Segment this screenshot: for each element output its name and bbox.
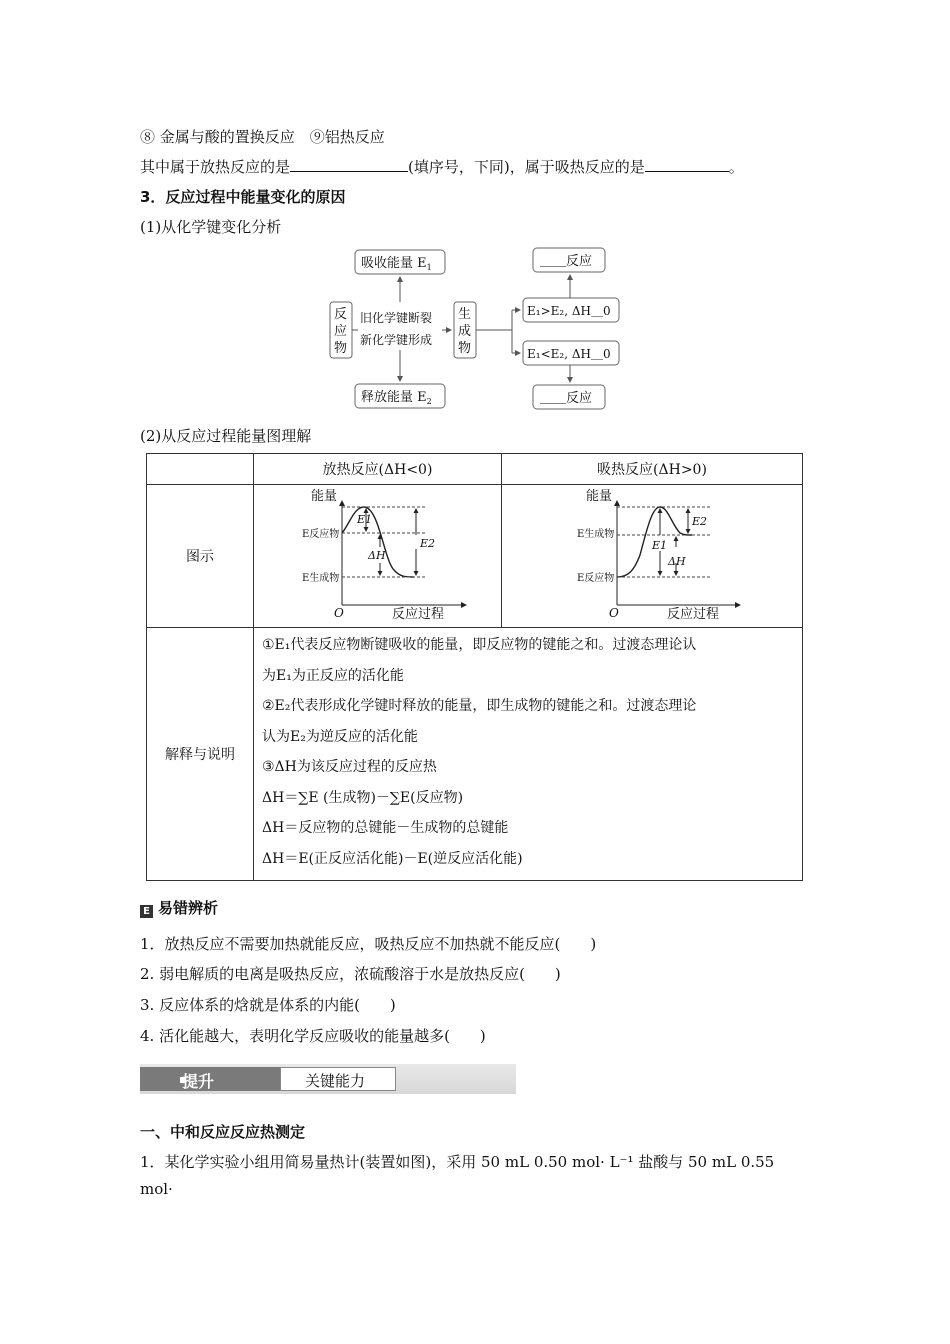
origin-label: O <box>334 606 344 620</box>
part-1-text-line-2: mol· <box>140 1180 173 1198</box>
e-reactant-label: E反应物 <box>577 573 615 584</box>
explanation-line: ①E₁代表反应物断键吸收的能量，即反应物的键能之和。过渡态理论认 <box>262 637 697 653</box>
e-product-label: E生成物 <box>577 529 615 540</box>
endothermic-graph-cell <box>502 485 803 628</box>
reactant-char-3: 物 <box>334 341 348 356</box>
section-banner <box>140 1064 516 1094</box>
explanation-line: ΔH＝∑E (生成物)－∑E(反应物) <box>262 789 464 806</box>
explanation-line: ②E₂代表形成化学键时释放的能量，即生成物的键能之和。过渡态理论 <box>262 698 697 714</box>
answer-blank-endothermic[interactable] <box>645 157 729 172</box>
row-label-explanation: 解释与说明 <box>147 628 254 881</box>
error-item-2: 2. 弱电解质的电离是吸热反应，浓硫酸溶于水是放热反应( ) <box>140 965 561 983</box>
error-analysis-title: 易错辨析 <box>158 899 219 917</box>
y-axis-label: 能量 <box>586 489 613 504</box>
explanation-line: 为E₁为正反应的活化能 <box>262 667 404 684</box>
explanation-line: ΔH＝E(正反应活化能)－E(逆反应活化能) <box>262 850 523 867</box>
question-text-c: 。 <box>728 158 744 176</box>
x-axis-label: 反应过程 <box>392 607 445 622</box>
result-text-2: ＿＿反应 <box>540 391 593 406</box>
error-item-3: 3. 反应体系的焓就是体系的内能( ) <box>140 996 396 1014</box>
banner-right-text: 关键能力 <box>305 1072 366 1090</box>
e2-label: E2 <box>420 537 436 550</box>
answer-blank-exothermic[interactable] <box>290 157 408 172</box>
e-reactant-label: E反应物 <box>302 529 340 540</box>
product-char-1: 生 <box>458 307 472 322</box>
option-line: ⑧ 金属与酸的置换反应 ⑨铝热反应 <box>140 128 385 146</box>
banner-light-block <box>280 1067 396 1091</box>
explanation-cell <box>254 628 803 881</box>
endothermic-energy-graph <box>502 485 802 623</box>
result-text-1: ＿＿反应 <box>540 254 593 269</box>
bond-energy-flow-diagram <box>320 244 640 414</box>
absorb-energy-label: 吸收能量 $E_1$ <box>361 256 432 272</box>
col-header-endothermic: 吸热反应(ΔH>0) <box>502 454 803 485</box>
banner-dark-block <box>140 1067 280 1091</box>
condition-exothermic-text: E₁>E₂, ΔH＿0 <box>527 304 611 318</box>
bond-breaking-text: 旧化学键断裂 <box>360 311 433 325</box>
e2-label: E2 <box>692 515 708 528</box>
row-label-diagram: 图示 <box>147 485 254 628</box>
e1-label: E1 <box>357 513 373 526</box>
section-e-icon: E <box>140 905 153 918</box>
reactant-char-1: 反 <box>334 307 348 322</box>
origin-label: O <box>609 606 619 620</box>
product-char-3: 物 <box>458 341 472 356</box>
part-1-title: 一、中和反应反应热测定 <box>140 1123 306 1141</box>
banner-left-text: 提升 <box>182 1072 215 1091</box>
table-corner-cell <box>147 454 254 485</box>
error-item-4: 4. 活化能越大，表明化学反应吸收的能量越多( ) <box>140 1027 486 1045</box>
error-item-1: 1．放热反应不需要加热就能反应，吸热反应不加热就不能反应( ) <box>140 935 597 953</box>
x-axis-label: 反应过程 <box>667 607 720 622</box>
question-text-a: 其中属于放热反应的是 <box>140 158 291 176</box>
delta-h-label: ΔH <box>368 549 386 562</box>
release-energy-label: 释放能量 $E_2$ <box>361 390 432 406</box>
explanation-line: ΔH＝反应物的总键能－生成物的总键能 <box>262 820 509 836</box>
e1-label: E1 <box>652 539 668 552</box>
exothermic-graph-cell <box>254 485 502 628</box>
product-char-2: 成 <box>458 324 472 339</box>
fill-in-question <box>140 156 744 177</box>
question-text-b: (填序号，下同)，属于吸热反应的是 <box>408 158 645 176</box>
subsection-2-title: (2)从反应过程能量图理解 <box>140 427 312 445</box>
energy-diagram-table <box>146 453 803 881</box>
y-axis-label: 能量 <box>311 489 338 504</box>
subsection-1-title: (1)从化学键变化分析 <box>140 218 282 236</box>
exothermic-energy-graph <box>254 485 501 623</box>
col-header-exothermic: 放热反应(ΔH<0) <box>254 454 502 485</box>
section-3-title: 3．反应过程中能量变化的原因 <box>140 188 346 206</box>
explanation-line: ③ΔH为该反应过程的反应热 <box>262 759 437 775</box>
energy-curve <box>342 507 414 577</box>
part-1-text-line-1: 1．某化学实验小组用简易量热计(装置如图)，采用 50 mL 0.50 mol· L⁻¹ 盐酸与 50 mL 0.55 <box>140 1153 775 1171</box>
error-analysis-header <box>140 897 218 918</box>
bond-forming-text: 新化学键形成 <box>360 333 433 347</box>
delta-h-label: ΔH <box>668 555 686 568</box>
condition-endothermic-text: E₁<E₂, ΔH＿0 <box>527 347 611 361</box>
explanation-line: 认为E₂为逆反应的活化能 <box>262 728 418 745</box>
reactant-char-2: 应 <box>334 324 348 339</box>
e-product-label: E生成物 <box>302 573 340 584</box>
